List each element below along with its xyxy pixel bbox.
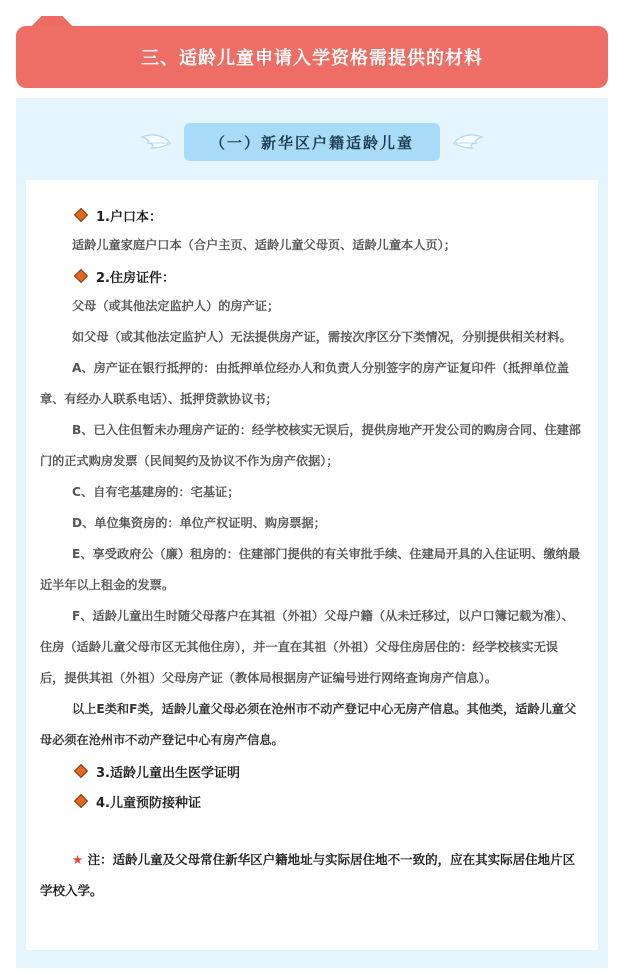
paragraph: E、享受政府公（廉）租房的：住建部门提供的有关审批手续、住建局开具的入住证明、缴纳最近半年以上租金的发票。 (40, 547, 581, 592)
banner-bar (16, 26, 608, 88)
section-title: 三、适龄儿童申请入学资格需提供的材料 (141, 48, 483, 69)
item-heading (40, 200, 582, 230)
paragraph: 如父母（或其他法定监护人）无法提供房产证，需按次序区分下类情况，分别提供相关材料。 (72, 330, 572, 344)
paragraph: 适龄儿童家庭户口本（合户主页、适龄儿童父母页、适龄儿童本人页）； (72, 238, 456, 252)
item-title: 3.适龄儿童出生医学证明 (96, 765, 240, 781)
subheader-row (16, 122, 608, 162)
diamond-bullet-icon (74, 208, 88, 222)
right-wing-icon (452, 131, 486, 153)
section-banner (16, 16, 608, 90)
item-title: 4.儿童预防接种证 (96, 795, 201, 811)
item-heading (40, 756, 582, 786)
paragraph: A、房产证在银行抵押的：由抵押单位经办人和负责人分别签字的房产证复印件（抵押单位盖章、有经办人联系电话）、抵押贷款协议书； (40, 361, 569, 406)
paragraph: D、单位集资房的：单位产权证明、购房票据； (72, 516, 326, 530)
item-heading (40, 786, 582, 816)
paragraph: 父母（或其他法定监护人）的房产证； (72, 299, 280, 313)
item-heading (40, 261, 582, 291)
diamond-bullet-icon (74, 764, 88, 778)
content-panel (16, 98, 608, 968)
subheader-box (184, 123, 440, 161)
diamond-bullet-icon (74, 794, 88, 808)
note-text: 注：适龄儿童及父母常住新华区户籍地址与实际居住地不一致的，应在其实际居住地片区学校入学。 (40, 852, 576, 898)
star-icon: ★ (72, 852, 84, 867)
paragraph: F、适龄儿童出生时随父母落户在其祖（外祖）父母户籍（从未迁移过，以户口簿记载为准）、住房（适龄儿童父母市区无其他住房），并一直在其祖（外祖）父母住房居住的：经学校核实无误后，提供其祖（外祖）父母房产证（教体局根据房产证编号进行网络查询房产信息）。 (40, 609, 574, 685)
paragraph: 以上E类和F类，适龄儿童父母必须在沧州市不动产登记中心无房产信息。其他类，适龄儿童父母必须在沧州市不动产登记中心有房产信息。 (40, 702, 577, 747)
note-paragraph (40, 844, 582, 906)
subheader-title: （一）新华区户籍适龄儿童 (209, 133, 414, 152)
spacer (40, 816, 582, 844)
paragraph: B、已入住但暂未办理房产证的：经学校核实无误后，提供房地产开发公司的购房合同、住建部门的正式购房发票（民间契约及协议不作为房产依据）； (40, 423, 581, 468)
diamond-bullet-icon (74, 269, 88, 283)
materials-card (26, 180, 598, 950)
item-title: 1.户口本： (96, 209, 162, 225)
left-wing-icon (138, 131, 172, 153)
item-title: 2.住房证件： (96, 270, 175, 286)
paragraph: C、自有宅基建房的：宅基证； (72, 485, 240, 499)
